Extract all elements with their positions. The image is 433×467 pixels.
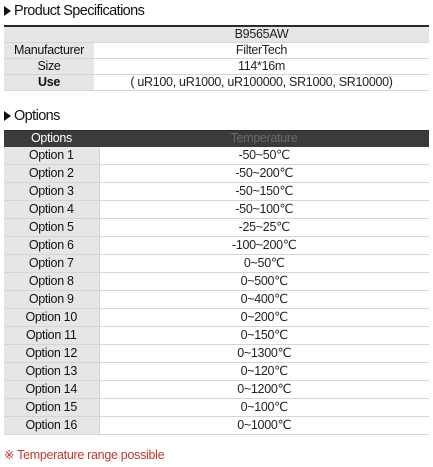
option-temperature: 0~500℃ [99,273,429,291]
spec-row-model [4,27,429,43]
temperature-header: Temperature [99,131,429,147]
table-row [4,291,429,309]
options-title-text: Options [14,108,60,124]
option-temperature: 0~50℃ [99,255,429,273]
table-row [4,219,429,237]
option-label: Option 12 [4,345,99,363]
option-temperature: -50~100℃ [99,201,429,219]
option-temperature: 0~400℃ [99,291,429,309]
table-row [4,237,429,255]
spec-value: ( uR100, uR1000, uR100000, SR1000, SR10000) [94,75,429,91]
option-label: Option 14 [4,381,99,399]
option-label: Option 6 [4,237,99,255]
spec-value-model: B9565AW [94,27,429,43]
table-row [4,255,429,273]
option-label: Option 11 [4,327,99,345]
spec-label: Manufacturer [4,43,94,59]
option-temperature: 0~120℃ [99,363,429,381]
option-label: Option 13 [4,363,99,381]
option-temperature: -50~50℃ [99,147,429,165]
option-temperature: 0~100℃ [99,399,429,417]
option-temperature: 0~1300℃ [99,345,429,363]
spec-label: Use [4,75,94,91]
table-row [4,273,429,291]
option-temperature: 0~150℃ [99,327,429,345]
option-label: Option 2 [4,165,99,183]
spec-value: 114*16m [94,59,429,75]
option-label: Option 7 [4,255,99,273]
spec-value: FilterTech [94,43,429,59]
temperature-note: ※ Temperature range possible [4,448,165,462]
option-temperature: -50~150℃ [99,183,429,201]
spec-table [4,27,429,91]
table-row [4,309,429,327]
option-label: Option 3 [4,183,99,201]
spec-label [4,27,94,43]
option-temperature: -50~200℃ [99,165,429,183]
spec-section-title [4,3,144,19]
option-label: Option 4 [4,201,99,219]
option-label: Option 9 [4,291,99,309]
options-header-label: Options [4,131,99,147]
option-temperature: -25~25℃ [99,219,429,237]
spec-title-text: Product Specifications [14,3,145,19]
spec-label: Size [4,59,94,75]
options-section-title [4,108,60,124]
table-row [4,327,429,345]
triangle-right-icon [4,111,11,121]
option-label: Option 16 [4,417,99,435]
table-row [4,147,429,165]
table-row [4,345,429,363]
option-label: Option 5 [4,219,99,237]
option-label: Option 1 [4,147,99,165]
option-label: Option 8 [4,273,99,291]
table-row [4,201,429,219]
option-temperature: 0~200℃ [99,309,429,327]
spec-row-use [4,75,429,91]
spec-row-size [4,59,429,75]
table-row [4,381,429,399]
triangle-right-icon [4,6,11,16]
option-label: Option 10 [4,309,99,327]
option-temperature: 0~1000℃ [99,417,429,435]
option-label: Option 15 [4,399,99,417]
table-row [4,417,429,435]
table-row [4,363,429,381]
options-table [4,131,429,435]
table-row [4,165,429,183]
table-row [4,183,429,201]
option-temperature: 0~1200℃ [99,381,429,399]
spec-row-manufacturer [4,43,429,59]
option-temperature: -100~200℃ [99,237,429,255]
table-row [4,399,429,417]
options-header-row [4,131,429,147]
